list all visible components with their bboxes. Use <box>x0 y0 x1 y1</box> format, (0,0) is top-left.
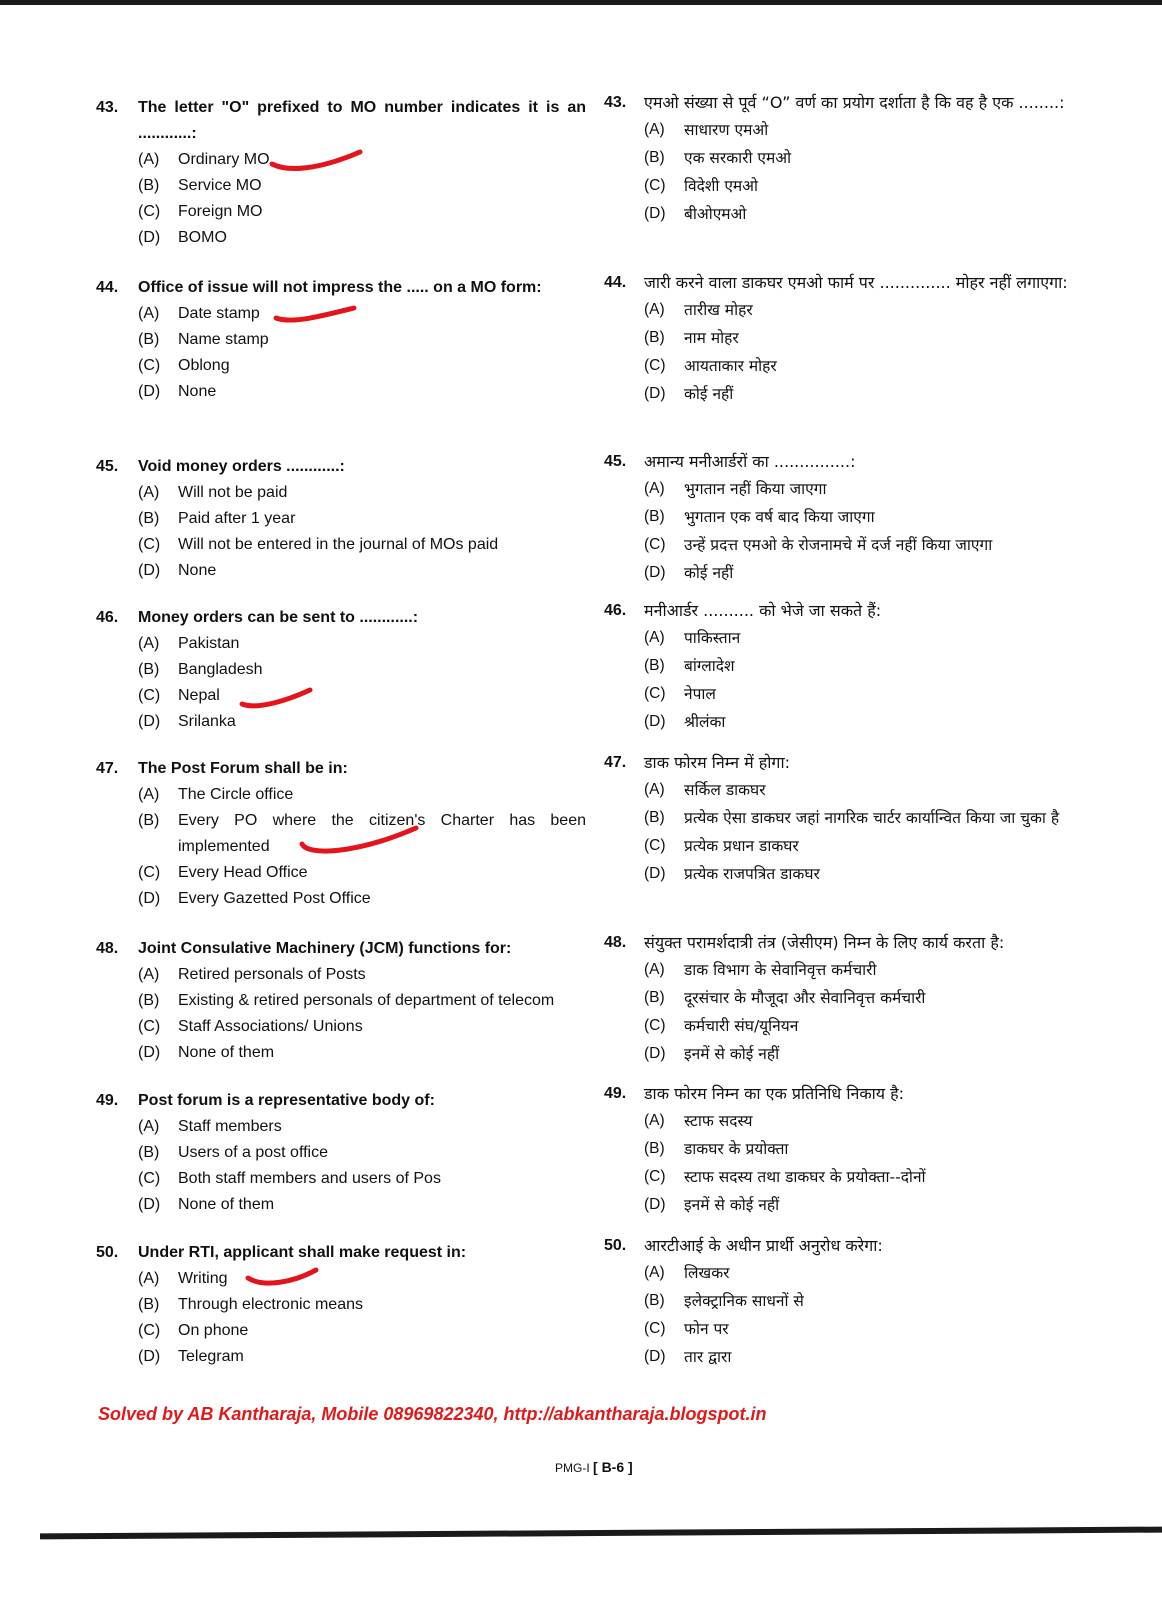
option-label: (A) <box>138 786 160 803</box>
option-label: (D) <box>644 1045 666 1062</box>
option-label: (A) <box>644 1264 665 1281</box>
question-number: 49. <box>96 1092 119 1109</box>
option-label: (B) <box>138 331 160 348</box>
option-label: (A) <box>138 635 160 652</box>
option-label: (C) <box>138 687 161 704</box>
option-row <box>138 1114 586 1140</box>
option-text: भुगतान नहीं किया जाएगा <box>684 480 827 498</box>
option-row <box>644 1191 1104 1219</box>
question-number: 48. <box>96 940 119 957</box>
option-text: इनमें से कोई नहीं <box>684 1196 780 1214</box>
option-text: Telegram <box>178 1348 244 1365</box>
question-49 <box>604 1081 1104 1219</box>
option-row <box>138 886 586 912</box>
question-stem <box>604 930 1104 956</box>
option-row <box>644 503 1104 531</box>
option-row <box>644 624 1104 652</box>
question-text: Under RTI, applicant shall make request in: <box>138 1244 467 1261</box>
page-code-prefix: PMG-I <box>555 1461 590 1475</box>
option-row <box>644 708 1104 736</box>
question-stem <box>604 750 1104 776</box>
option-label: (C) <box>138 864 161 881</box>
option-text: प्रत्येक राजपत्रित डाकघर <box>684 865 820 883</box>
option-row <box>138 147 586 173</box>
question-number: 43. <box>604 94 627 111</box>
option-row <box>138 1040 586 1066</box>
option-label: (C) <box>138 1322 161 1339</box>
option-label: (C) <box>644 536 666 553</box>
question-text: मनीआर्डर .......... को भेजे जा सकते हैं: <box>644 601 882 620</box>
question-number: 46. <box>96 609 119 626</box>
option-label: (D) <box>138 562 161 579</box>
option-text: None <box>178 383 217 400</box>
option-label: (A) <box>644 301 665 318</box>
question-text: Office of issue will not impress the ..... on a MO form: <box>138 279 542 296</box>
option-row <box>644 475 1104 503</box>
option-label: (A) <box>644 961 665 978</box>
question-text: अमान्य मनीआर्डरों का ...............: <box>644 452 856 471</box>
option-row <box>644 200 1104 228</box>
option-text: On phone <box>178 1322 249 1339</box>
option-text: कोई नहीं <box>684 385 734 403</box>
option-row <box>138 1318 586 1344</box>
option-row <box>138 480 586 506</box>
question-48 <box>604 930 1104 1068</box>
option-text: None of them <box>178 1044 275 1061</box>
option-text: कर्मचारी संघ/यूनियन <box>684 1017 799 1035</box>
option-text: दूरसंचार के मौजूदा और सेवानिवृत्त कर्मचारी <box>684 989 926 1007</box>
option-text: The Circle office <box>178 786 294 803</box>
question-43 <box>96 95 586 251</box>
option-row <box>644 116 1104 144</box>
option-label: (D) <box>138 383 161 400</box>
option-row <box>138 683 586 709</box>
option-text: None <box>178 562 217 579</box>
question-49 <box>96 1088 586 1218</box>
question-number: 50. <box>604 1237 627 1254</box>
option-text: स्टाफ सदस्य तथा डाकघर के प्रयोक्ता--दोनों <box>684 1168 926 1186</box>
option-label: (A) <box>138 1118 160 1135</box>
option-row <box>644 1287 1104 1315</box>
option-label: (A) <box>644 781 665 798</box>
question-number: 46. <box>604 602 627 619</box>
option-label: (B) <box>644 508 665 525</box>
question-number: 44. <box>604 274 627 291</box>
option-row <box>644 680 1104 708</box>
option-label: (A) <box>644 480 665 497</box>
question-stem <box>96 275 586 301</box>
option-label: (C) <box>138 536 161 553</box>
option-row <box>644 324 1104 352</box>
option-text: साधारण एमओ <box>684 121 769 139</box>
page-code <box>555 1459 633 1475</box>
option-text: प्रत्येक प्रधान डाकघर <box>684 837 799 855</box>
option-row <box>138 1140 586 1166</box>
option-row <box>644 652 1104 680</box>
question-45 <box>96 454 586 584</box>
option-label: (C) <box>138 1018 161 1035</box>
option-label: (B) <box>644 657 665 674</box>
option-label: (D) <box>138 229 161 246</box>
question-stem <box>96 95 586 147</box>
option-label: (D) <box>644 865 666 882</box>
question-text: The Post Forum shall be in: <box>138 760 348 777</box>
question-stem <box>604 598 1104 624</box>
question-stem <box>96 1088 586 1114</box>
option-label: (B) <box>138 1144 160 1161</box>
option-text: Will not be entered in the journal of MOs paid <box>178 536 499 553</box>
option-label: (B) <box>138 812 160 829</box>
question-stem <box>604 90 1104 116</box>
option-text: इलेक्ट्रानिक साधनों से <box>684 1292 804 1310</box>
option-label: (D) <box>644 713 666 730</box>
option-row <box>138 1014 586 1040</box>
option-text: नेपाल <box>684 685 716 703</box>
option-label: (B) <box>138 177 160 194</box>
option-label: (B) <box>644 149 665 166</box>
option-label: (C) <box>644 357 666 374</box>
option-text: श्रीलंका <box>684 713 726 731</box>
question-text: एमओ संख्या से पूर्व “O” वर्ण का प्रयोग दर्शाता है कि वह है एक ........: <box>644 93 1065 112</box>
option-label: (B) <box>644 1140 665 1157</box>
option-row <box>644 1135 1104 1163</box>
option-text: Staff members <box>178 1118 282 1135</box>
option-row <box>138 1266 586 1292</box>
option-label: (B) <box>138 1296 160 1313</box>
option-text: Retired personals of Posts <box>178 966 366 983</box>
option-label: (D) <box>138 890 161 907</box>
bottom-scan-border <box>40 1527 1162 1540</box>
option-text: Every Head Office <box>178 864 308 881</box>
option-row <box>644 776 1104 804</box>
option-label: (D) <box>644 564 666 581</box>
option-text: भुगतान एक वर्ष बाद किया जाएगा <box>684 508 875 526</box>
solver-credit: Solved by AB Kantharaja, Mobile 08969822340, http://abkantharaja.blogspot.in <box>98 1404 767 1424</box>
question-text: संयुक्त परामर्शदात्री तंत्र (जेसीएम) निम्न के लिए कार्य करता है: <box>644 933 1005 952</box>
option-text: तारीख मोहर <box>684 301 753 319</box>
option-row <box>138 709 586 735</box>
option-label: (A) <box>644 1112 665 1129</box>
option-label: (A) <box>644 121 665 138</box>
option-row <box>138 225 586 251</box>
option-label: (B) <box>138 992 160 1009</box>
question-stem <box>96 454 586 480</box>
option-label: (B) <box>644 989 665 1006</box>
option-text: Date stamp <box>178 305 260 322</box>
option-text: Bangladesh <box>178 661 263 678</box>
question-43 <box>604 90 1104 228</box>
option-row <box>644 531 1104 559</box>
question-stem <box>604 1081 1104 1107</box>
question-text: डाक फोरम निम्न में होगा: <box>644 753 790 772</box>
option-label: (A) <box>138 151 160 168</box>
option-text: एक सरकारी एमओ <box>684 149 792 167</box>
option-row <box>644 1343 1104 1371</box>
question-text: The letter "O" prefixed to MO number indicates it is an ............: <box>138 99 586 142</box>
question-stem <box>96 1240 586 1266</box>
question-text: डाक फोरम निम्न का एक प्रतिनिधि निकाय है: <box>644 1084 905 1103</box>
question-text: Joint Consulative Machinery (JCM) functions for: <box>138 940 512 957</box>
option-text: Both staff members and users of Pos <box>178 1170 441 1187</box>
option-row <box>138 199 586 225</box>
question-text: Post forum is a representative body of: <box>138 1092 435 1109</box>
option-text: उन्हें प्रदत्त एमओ के रोजनामचे में दर्ज नहीं किया जाएगा <box>684 536 993 554</box>
question-50 <box>96 1240 586 1370</box>
question-stem <box>604 1233 1104 1259</box>
option-text: नाम मोहर <box>684 329 739 347</box>
option-text: इनमें से कोई नहीं <box>684 1045 780 1063</box>
option-row <box>138 1192 586 1218</box>
option-label: (C) <box>644 177 666 194</box>
option-row <box>138 631 586 657</box>
option-row <box>138 1292 586 1318</box>
question-stem <box>96 936 586 962</box>
option-row <box>138 506 586 532</box>
option-label: (C) <box>644 1320 666 1337</box>
option-label: (D) <box>138 1044 161 1061</box>
option-row <box>644 144 1104 172</box>
option-text: Users of a post office <box>178 1144 328 1161</box>
option-label: (A) <box>138 966 160 983</box>
option-row <box>644 860 1104 888</box>
option-label: (C) <box>644 1017 666 1034</box>
question-46 <box>96 605 586 735</box>
option-text: विदेशी एमओ <box>684 177 759 195</box>
question-47 <box>96 756 586 912</box>
option-row <box>138 532 586 558</box>
top-scan-border <box>0 0 1162 5</box>
option-text: कोई नहीं <box>684 564 734 582</box>
option-text: BOMO <box>178 229 227 246</box>
option-text: बांग्लादेश <box>684 657 735 675</box>
option-text: पाकिस्तान <box>684 629 741 647</box>
option-label: (B) <box>138 661 160 678</box>
option-text: आयताकार मोहर <box>684 357 777 375</box>
option-row <box>138 327 586 353</box>
question-number: 50. <box>96 1244 119 1261</box>
option-label: (C) <box>138 203 161 220</box>
question-48 <box>96 936 586 1066</box>
option-row <box>644 984 1104 1012</box>
option-text: लिखकर <box>684 1264 730 1282</box>
option-label: (B) <box>644 329 665 346</box>
option-row <box>138 173 586 199</box>
option-row <box>644 380 1104 408</box>
question-number: 48. <box>604 934 627 951</box>
question-number: 49. <box>604 1085 627 1102</box>
option-row <box>138 1344 586 1370</box>
option-label: (A) <box>138 1270 160 1287</box>
option-text: Every PO where the citizen's Charter has been implemented <box>178 812 586 855</box>
option-text: Foreign MO <box>178 203 263 220</box>
option-row <box>138 353 586 379</box>
option-row <box>644 804 1104 832</box>
option-text: Pakistan <box>178 635 240 652</box>
option-text: Nepal <box>178 687 220 704</box>
page-code-number: [ B-6 ] <box>593 1459 633 1475</box>
option-row <box>644 296 1104 324</box>
question-44 <box>96 275 586 405</box>
option-label: (C) <box>644 1168 666 1185</box>
option-text: Paid after 1 year <box>178 510 296 527</box>
option-row <box>644 1107 1104 1135</box>
question-stem <box>96 756 586 782</box>
option-label: (C) <box>644 837 666 854</box>
option-label: (D) <box>644 1196 666 1213</box>
option-text: Srilanka <box>178 713 236 730</box>
question-stem <box>96 605 586 631</box>
question-text: Void money orders ............: <box>138 458 345 475</box>
question-number: 43. <box>96 99 119 116</box>
option-label: (B) <box>644 1292 665 1309</box>
option-text: सर्किल डाकघर <box>684 781 766 799</box>
question-number: 47. <box>604 754 627 771</box>
option-row <box>138 808 586 860</box>
option-text: स्टाफ सदस्य <box>684 1112 753 1130</box>
question-number: 45. <box>96 458 119 475</box>
option-row <box>138 860 586 886</box>
option-text: Through electronic means <box>178 1296 363 1313</box>
option-label: (D) <box>138 713 161 730</box>
option-row <box>644 1259 1104 1287</box>
option-row <box>138 1166 586 1192</box>
option-label: (A) <box>138 484 160 501</box>
option-text: Service MO <box>178 177 262 194</box>
option-label: (A) <box>644 629 665 646</box>
option-text: Ordinary MO <box>178 151 270 168</box>
option-label: (C) <box>138 1170 161 1187</box>
option-label: (B) <box>644 809 665 826</box>
option-row <box>138 657 586 683</box>
question-stem <box>604 449 1104 475</box>
option-row <box>138 301 586 327</box>
option-text: Name stamp <box>178 331 269 348</box>
option-text: None of them <box>178 1196 275 1213</box>
option-text: Existing & retired personals of department of telecom <box>178 992 555 1009</box>
option-label: (A) <box>138 305 160 322</box>
option-row <box>644 956 1104 984</box>
option-row <box>644 1315 1104 1343</box>
question-stem <box>604 270 1104 296</box>
option-label: (C) <box>138 357 161 374</box>
option-row <box>138 379 586 405</box>
question-44 <box>604 270 1104 408</box>
option-row <box>644 832 1104 860</box>
option-row <box>138 962 586 988</box>
option-text: डाक विभाग के सेवानिवृत्त कर्मचारी <box>684 961 877 979</box>
option-text: बीओएमओ <box>684 205 747 223</box>
option-row <box>138 782 586 808</box>
option-label: (D) <box>138 1196 161 1213</box>
option-text: फोन पर <box>684 1320 729 1338</box>
option-row <box>644 1040 1104 1068</box>
option-text: Staff Associations/ Unions <box>178 1018 363 1035</box>
option-row <box>644 1163 1104 1191</box>
option-row <box>644 559 1104 587</box>
question-50 <box>604 1233 1104 1371</box>
option-row <box>644 1012 1104 1040</box>
option-label: (D) <box>644 205 666 222</box>
option-row <box>138 558 586 584</box>
option-text: Oblong <box>178 357 230 374</box>
question-text: जारी करने वाला डाकघर एमओ फार्म पर .............. मोहर नहीं लगाएगा: <box>644 273 1068 292</box>
question-text: Money orders can be sent to ............: <box>138 609 419 626</box>
option-text: तार द्वारा <box>684 1348 732 1366</box>
question-46 <box>604 598 1104 736</box>
option-label: (B) <box>138 510 160 527</box>
question-45 <box>604 449 1104 587</box>
option-row <box>644 352 1104 380</box>
option-label: (D) <box>644 385 666 402</box>
option-text: Writing <box>178 1270 228 1287</box>
option-text: Will not be paid <box>178 484 288 501</box>
option-row <box>644 172 1104 200</box>
option-label: (D) <box>644 1348 666 1365</box>
option-text: डाकघर के प्रयोक्ता <box>684 1140 789 1158</box>
option-text: प्रत्येक ऐसा डाकघर जहां नागरिक चार्टर कार्यान्वित किया जा चुका है <box>684 809 1060 827</box>
question-47 <box>604 750 1104 888</box>
question-number: 45. <box>604 453 627 470</box>
option-label: (D) <box>138 1348 161 1365</box>
option-label: (C) <box>644 685 666 702</box>
option-text: Every Gazetted Post Office <box>178 890 371 907</box>
question-text: आरटीआई के अधीन प्रार्थी अनुरोध करेगा: <box>644 1236 883 1255</box>
option-row <box>138 988 586 1014</box>
question-number: 44. <box>96 279 119 296</box>
question-number: 47. <box>96 760 119 777</box>
